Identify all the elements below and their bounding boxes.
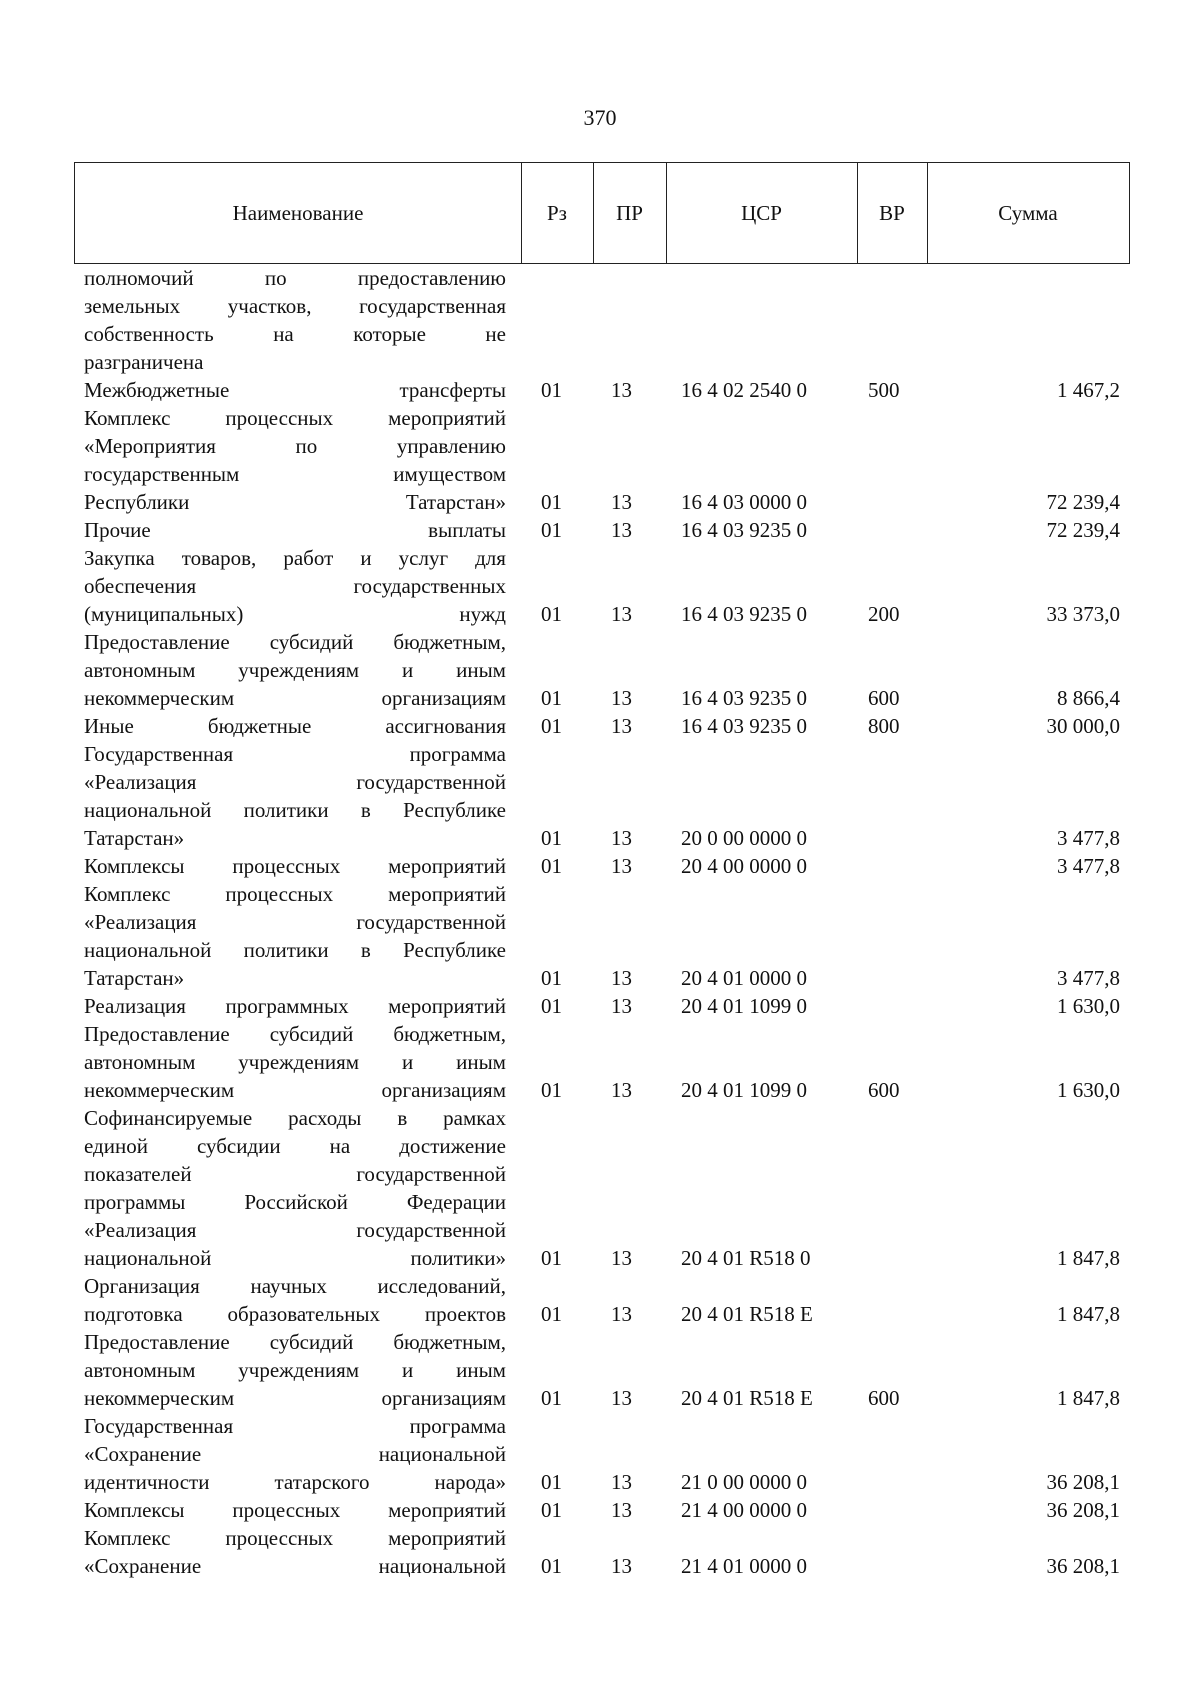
table-row: [0, 1412, 1200, 1496]
row-codes: [0, 1300, 1200, 1328]
row-rz: 01: [541, 1498, 562, 1522]
row-csr: 16 4 03 9235 0: [681, 714, 807, 738]
table-row: [0, 1328, 1200, 1412]
row-pr: 13: [611, 1498, 632, 1522]
row-rz: 01: [541, 1078, 562, 1102]
row-vr: 500: [868, 378, 900, 402]
row-name-line: некоммерческим организациям: [84, 686, 506, 710]
table-header: [74, 162, 1130, 264]
row-codes: [0, 348, 1200, 376]
row-sum: 3 477,8: [1057, 826, 1120, 850]
row-csr: 20 4 01 0000 0: [681, 966, 807, 990]
table-row: [0, 404, 1200, 516]
table-row: [0, 1524, 1200, 1580]
row-codes: [0, 1076, 1200, 1104]
row-name-line: Реализация программных мероприятий: [84, 994, 506, 1018]
row-vr: 600: [868, 1078, 900, 1102]
table-row: [0, 992, 1200, 1020]
row-pr: 13: [611, 966, 632, 990]
row-sum: 8 866,4: [1057, 686, 1120, 710]
row-name-line: Организация научных исследований,: [84, 1274, 506, 1298]
row-name-line: единой субсидии на достижение: [84, 1134, 506, 1158]
row-codes: [0, 1468, 1200, 1496]
row-name-line: разграничена: [84, 350, 204, 374]
table-row: [0, 1020, 1200, 1104]
row-name-line: «Реализация государственной: [84, 1218, 506, 1242]
header-rz: Рз: [547, 200, 567, 225]
row-csr: 20 0 00 0000 0: [681, 826, 807, 850]
table-row: [0, 712, 1200, 740]
row-name-line: автономным учреждениям и иным: [84, 1050, 506, 1074]
table-row: [0, 1272, 1200, 1328]
row-csr: 20 4 00 0000 0: [681, 854, 807, 878]
row-name-line: Софинансируемые расходы в рамках: [84, 1106, 506, 1130]
row-csr: 20 4 01 R518 0: [681, 1246, 811, 1270]
row-name-line: Иные бюджетные ассигнования: [84, 714, 506, 738]
row-pr: 13: [611, 1078, 632, 1102]
row-codes: [0, 992, 1200, 1020]
row-sum: 33 373,0: [1046, 602, 1120, 626]
row-sum: 1 847,8: [1057, 1302, 1120, 1326]
row-rz: 01: [541, 602, 562, 626]
row-name-line: Комплекс процессных мероприятий: [84, 882, 506, 906]
row-codes: [0, 964, 1200, 992]
row-name-line: Комплексы процессных мероприятий: [84, 854, 506, 878]
row-vr: 200: [868, 602, 900, 626]
row-name-line: некоммерческим организациям: [84, 1386, 506, 1410]
row-sum: 72 239,4: [1046, 490, 1120, 514]
row-name-line: (муниципальных) нужд: [84, 602, 506, 626]
row-name-line: государственным имуществом: [84, 462, 506, 486]
table-row: [0, 1496, 1200, 1524]
row-codes: [0, 852, 1200, 880]
header-vr: ВР: [879, 200, 905, 225]
row-name-line: Предоставление субсидий бюджетным,: [84, 1330, 506, 1354]
row-name-line: Комплекс процессных мероприятий: [84, 406, 506, 430]
row-codes: [0, 376, 1200, 404]
row-sum: 72 239,4: [1046, 518, 1120, 542]
row-sum: 1 630,0: [1057, 994, 1120, 1018]
table-row: [0, 516, 1200, 544]
table-row: [0, 852, 1200, 880]
row-csr: 20 4 01 R518 E: [681, 1302, 813, 1326]
row-rz: 01: [541, 686, 562, 710]
row-name-line: Татарстан»: [84, 826, 185, 850]
page-number: 370: [583, 105, 617, 130]
row-name-line: собственность на которые не: [84, 322, 506, 346]
row-pr: 13: [611, 1386, 632, 1410]
row-name-line: национальной политики»: [84, 1246, 506, 1270]
row-name-line: «Реализация государственной: [84, 910, 506, 934]
row-name-line: автономным учреждениям и иным: [84, 1358, 506, 1382]
row-codes: [0, 600, 1200, 628]
row-vr: 600: [868, 1386, 900, 1410]
row-rz: 01: [541, 854, 562, 878]
row-name-line: земельных участков, государственная: [84, 294, 506, 318]
row-csr: 20 4 01 1099 0: [681, 1078, 807, 1102]
row-csr: 20 4 01 R518 E: [681, 1386, 813, 1410]
row-pr: 13: [611, 994, 632, 1018]
row-csr: 16 4 03 9235 0: [681, 518, 807, 542]
row-name-line: некоммерческим организациям: [84, 1078, 506, 1102]
row-pr: 13: [611, 1246, 632, 1270]
row-pr: 13: [611, 518, 632, 542]
row-rz: 01: [541, 490, 562, 514]
row-name-line: «Реализация государственной: [84, 770, 506, 794]
row-name-line: Предоставление субсидий бюджетным,: [84, 630, 506, 654]
row-codes: [0, 1244, 1200, 1272]
row-name-line: Татарстан»: [84, 966, 185, 990]
row-pr: 13: [611, 490, 632, 514]
row-name-line: «Сохранение национальной: [84, 1442, 506, 1466]
row-name-line: Комплекс процессных мероприятий: [84, 1526, 506, 1550]
row-name-line: автономным учреждениям и иным: [84, 658, 506, 682]
header-csr: ЦСР: [741, 200, 782, 225]
row-name-line: национальной политики в Республике: [84, 938, 506, 962]
row-csr: 16 4 02 2540 0: [681, 378, 807, 402]
row-pr: 13: [611, 854, 632, 878]
row-name-line: программы Российской Федерации: [84, 1190, 506, 1214]
row-name-line: показателей государственной: [84, 1162, 506, 1186]
row-csr: 16 4 03 0000 0: [681, 490, 807, 514]
row-sum: 36 208,1: [1046, 1554, 1120, 1578]
row-codes: [0, 1496, 1200, 1524]
row-rz: 01: [541, 1470, 562, 1494]
row-rz: 01: [541, 518, 562, 542]
row-pr: 13: [611, 1470, 632, 1494]
row-rz: 01: [541, 826, 562, 850]
row-csr: 20 4 01 1099 0: [681, 994, 807, 1018]
row-sum: 1 847,8: [1057, 1386, 1120, 1410]
row-codes: [0, 824, 1200, 852]
row-rz: 01: [541, 1386, 562, 1410]
row-sum: 30 000,0: [1046, 714, 1120, 738]
row-rz: 01: [541, 1554, 562, 1578]
row-sum: 36 208,1: [1046, 1498, 1120, 1522]
header-pr: ПР: [616, 200, 643, 225]
table-row: [0, 264, 1200, 376]
table-row: [0, 628, 1200, 712]
row-csr: 16 4 03 9235 0: [681, 602, 807, 626]
table-row: [0, 880, 1200, 992]
row-rz: 01: [541, 378, 562, 402]
row-csr: 21 4 00 0000 0: [681, 1498, 807, 1522]
row-pr: 13: [611, 378, 632, 402]
row-name-line: «Мероприятия по управлению: [84, 434, 506, 458]
row-name-line: Государственная программа: [84, 1414, 506, 1438]
row-rz: 01: [541, 1246, 562, 1270]
row-csr: 21 4 01 0000 0: [681, 1554, 807, 1578]
row-pr: 13: [611, 714, 632, 738]
row-name-line: Закупка товаров, работ и услуг для: [84, 546, 506, 570]
row-name-line: идентичности татарского народа»: [84, 1470, 506, 1494]
row-codes: [0, 684, 1200, 712]
table-row: [0, 1104, 1200, 1272]
table-row: [0, 740, 1200, 852]
row-name-line: обеспечения государственных: [84, 574, 506, 598]
row-name-line: Государственная программа: [84, 742, 506, 766]
row-pr: 13: [611, 826, 632, 850]
row-pr: 13: [611, 602, 632, 626]
row-name-line: Комплексы процессных мероприятий: [84, 1498, 506, 1522]
row-pr: 13: [611, 1554, 632, 1578]
row-sum: 1 847,8: [1057, 1246, 1120, 1270]
row-sum: 3 477,8: [1057, 854, 1120, 878]
row-codes: [0, 1552, 1200, 1580]
row-vr: 600: [868, 686, 900, 710]
row-codes: [0, 488, 1200, 516]
row-rz: 01: [541, 966, 562, 990]
row-sum: 36 208,1: [1046, 1470, 1120, 1494]
row-sum: 1 467,2: [1057, 378, 1120, 402]
header-sum: Сумма: [998, 200, 1058, 225]
row-sum: 1 630,0: [1057, 1078, 1120, 1102]
table-row: [0, 376, 1200, 404]
row-csr: 21 0 00 0000 0: [681, 1470, 807, 1494]
header-name: Наименование: [232, 200, 364, 225]
row-csr: 16 4 03 9235 0: [681, 686, 807, 710]
row-name-line: Межбюджетные трансферты: [84, 378, 506, 402]
row-pr: 13: [611, 1302, 632, 1326]
row-name-line: национальной политики в Республике: [84, 798, 506, 822]
table-body: [0, 264, 1200, 1580]
row-name-line: Прочие выплаты: [84, 518, 506, 542]
row-codes: [0, 1384, 1200, 1412]
table-row: [0, 544, 1200, 628]
row-name-line: полномочий по предоставлению: [84, 266, 506, 290]
row-rz: 01: [541, 714, 562, 738]
row-name-line: подготовка образовательных проектов: [84, 1302, 506, 1326]
row-name-line: Республики Татарстан»: [84, 490, 506, 514]
row-sum: 3 477,8: [1057, 966, 1120, 990]
row-name-line: Предоставление субсидий бюджетным,: [84, 1022, 506, 1046]
row-pr: 13: [611, 686, 632, 710]
row-rz: 01: [541, 994, 562, 1018]
row-codes: [0, 712, 1200, 740]
row-name-line: «Сохранение национальной: [84, 1554, 506, 1578]
row-rz: 01: [541, 1302, 562, 1326]
row-vr: 800: [868, 714, 900, 738]
row-codes: [0, 516, 1200, 544]
